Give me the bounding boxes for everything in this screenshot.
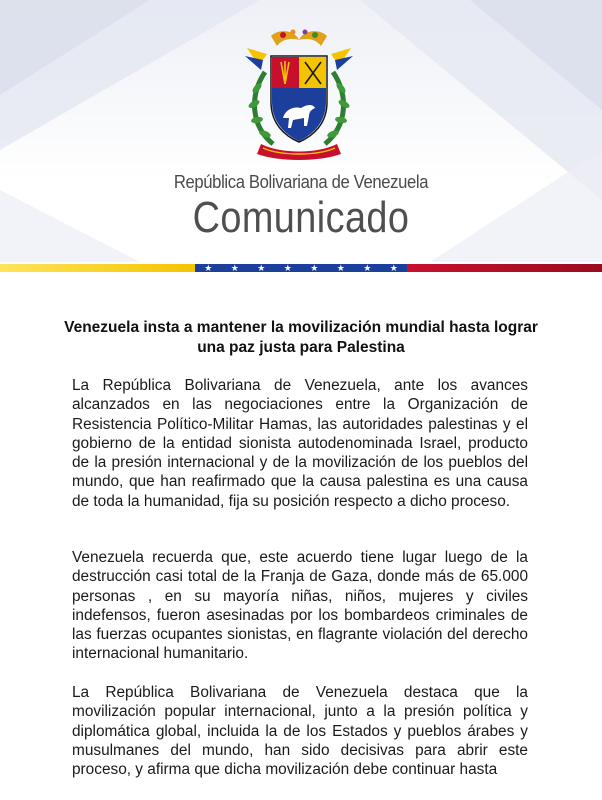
star-icon: ★ — [363, 263, 372, 273]
flag-stars — [195, 262, 407, 274]
star-icon: ★ — [283, 263, 292, 273]
star-icon: ★ — [389, 263, 398, 273]
flag-yellow-stripe — [0, 264, 195, 272]
body-paragraph: La República Bolivariana de Venezuela, ante los avances alcanzados en las negociaciones entre la Organización de Resistencia Político-Militar Hamas, las autoridades palestinas y el gobierno de la entidad sionista autodenominada Israel, producto de la presión internacional y de la movilización de los pueblos del mundo, que han reafirmado que la causa palestina es una causa de toda la humanidad, fija su posición respecto a dicho proceso. — [72, 377, 528, 510]
body-paragraph: La República Bolivariana de Venezuela destaca que la movilización popular internacional, junto a la presión política y diplomática global, incluida la de los Estados y pueblos árabes y musulmanes del mundo, han sido decisivas para abrir este proceso, y afirma que dicha movilización debe continuar hasta — [72, 684, 528, 779]
communique-title: Venezuela insta a mantener la movilización mundial hasta lograr una paz justa para Palestina — [64, 319, 538, 356]
body-paragraph: Venezuela recuerda que, este acuerdo tiene lugar luego de la destrucción casi total de la Franja de Gaza, donde más de 65.000 personas , en su mayoría niñas, niños, mujeres y civiles indefensos, fueron asesinadas por los bombardeos criminales de las fuerzas ocupantes sionistas, en flagrante violación del derecho internacional humanitario. — [72, 549, 528, 663]
flag-red-stripe — [407, 264, 602, 272]
document-type-heading: Comunicado — [192, 193, 410, 242]
star-icon: ★ — [310, 263, 319, 273]
star-icon: ★ — [230, 263, 239, 273]
star-icon: ★ — [257, 263, 266, 273]
star-icon: ★ — [204, 263, 213, 273]
star-icon: ★ — [336, 263, 345, 273]
flag-color-band — [0, 264, 602, 272]
coat-of-arms-logo — [237, 26, 361, 166]
communique-header — [0, 0, 602, 262]
country-name: República Bolivariana de Venezuela — [173, 171, 429, 192]
